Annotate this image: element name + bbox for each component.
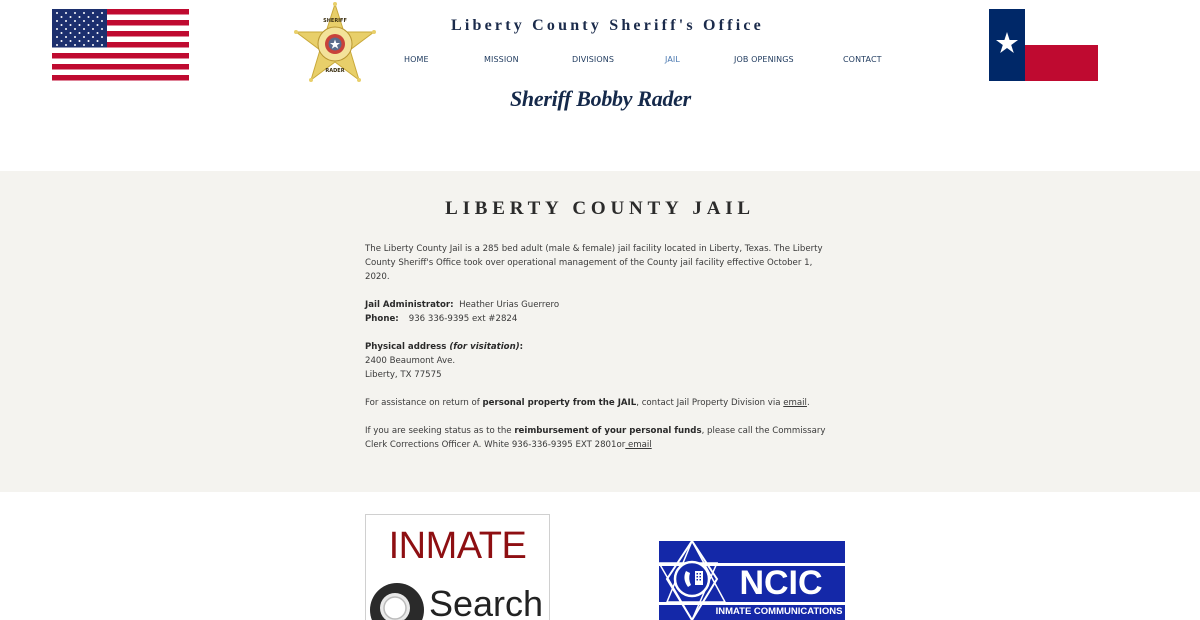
funds-email-link[interactable]: email (625, 440, 652, 450)
nav-contact[interactable]: CONTACT (843, 55, 882, 64)
administrator-label: Jail Administrator: (365, 300, 454, 310)
phone-label: Phone: (365, 314, 399, 324)
phone-value: 936 336-9395 ext #2824 (408, 314, 518, 324)
ncic-logo-icon (659, 541, 845, 620)
nav-divisions[interactable]: DIVISIONS (572, 55, 615, 64)
nav-job-openings[interactable]: JOB OPENINGS (734, 55, 794, 64)
page-title: LIBERTY COUNTY JAIL (445, 198, 755, 219)
inmate-search-subtitle: Search (429, 583, 544, 620)
address-qualifier: (for visitation) (449, 342, 520, 352)
property-bold: personal property from the JAIL (482, 398, 637, 408)
administrator-name: Heather Urias Guerrero (459, 300, 560, 310)
svg-text:NCIC: NCIC (739, 564, 823, 602)
nav-mission[interactable]: MISSION (484, 55, 519, 64)
contact-block (365, 298, 835, 326)
magnifier-icon (368, 581, 426, 620)
nav-jail[interactable]: JAIL (665, 55, 680, 64)
inmate-search-link[interactable] (365, 514, 550, 620)
address-line-1: 2400 Beaumont Ave. (365, 356, 456, 366)
address-line-2: Liberty, TX 77575 (365, 370, 442, 380)
svg-text:SHERIFF: SHERIFF (323, 18, 347, 24)
svg-text:INMATE COMMUNICATIONS: INMATE COMMUNICATIONS (715, 606, 843, 617)
funds-bold: reimbursement of your personal funds (514, 426, 702, 436)
inmate-search-title: INMATE (388, 525, 527, 567)
property-paragraph: For assistance on return of personal property from the JAIL, contact Jail Property Division via email. (365, 398, 810, 408)
property-email-link[interactable]: email (783, 398, 807, 408)
nav-home[interactable]: HOME (404, 55, 429, 64)
site-title: Liberty County Sheriff's Office (451, 17, 764, 34)
address-block (365, 340, 835, 382)
resource-links (0, 492, 1200, 620)
svg-text:RADER: RADER (325, 68, 345, 74)
sheriff-signature: Sheriff Bobby Rader (510, 86, 691, 111)
site-header (0, 0, 1200, 171)
sheriff-badge-icon[interactable] (293, 2, 377, 86)
texas-flag-icon (989, 9, 1098, 81)
funds-paragraph: If you are seeking status as to the reimbursement of your personal funds, please call the Commissary Clerk Corrections Officer A. White 936-336-9395 EXT 2801or email (365, 426, 826, 450)
intro-paragraph: The Liberty County Jail is a 285 bed adult (male & female) jail facility located in Liberty, Texas. The Liberty County Sheriff's Office took over operational management of the County jail facility effective October 1, 2020. (365, 244, 823, 282)
jail-info-body (365, 242, 835, 466)
address-label: Physical address (for visitation): (365, 342, 524, 352)
us-flag-icon (52, 9, 189, 81)
jail-info-section (0, 171, 1200, 492)
